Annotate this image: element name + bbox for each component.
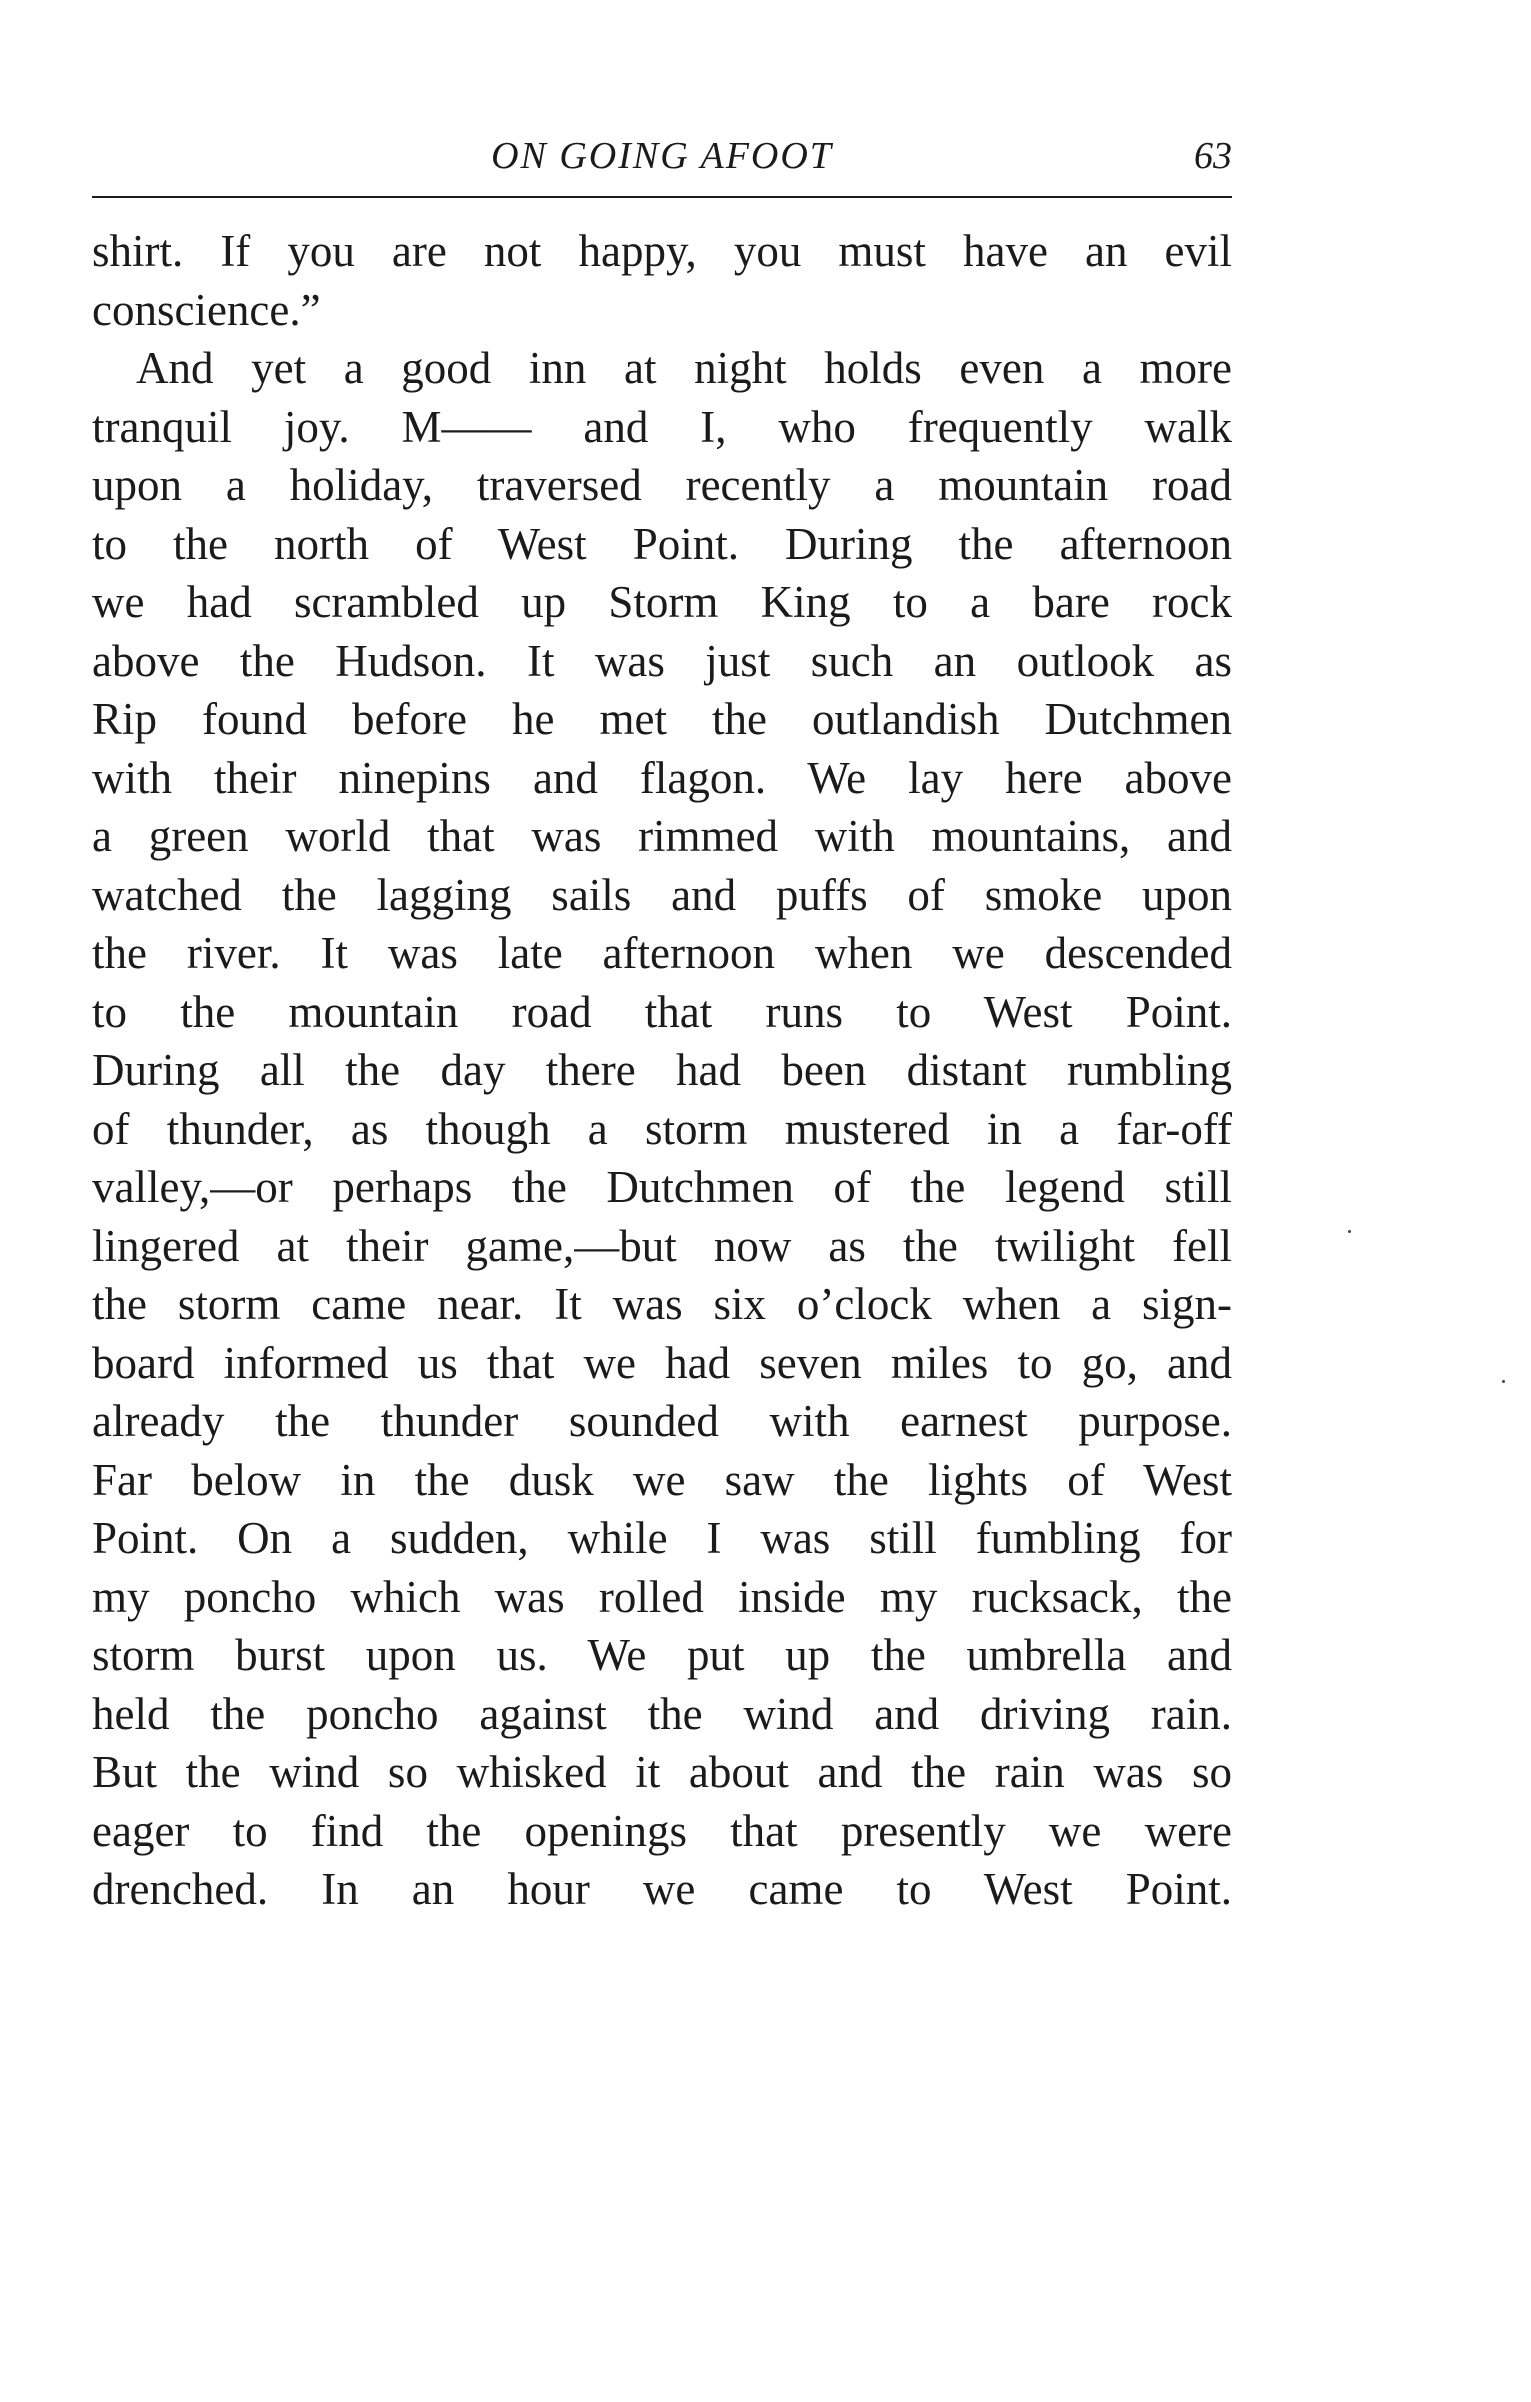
paragraph-start-line: And yet a good inn at night holds even a more [136,343,1232,393]
text-line: eager to find the openings that presently we were [92,1805,1232,1856]
text-line: storm burst upon us. We put up the umbrella and [92,1630,1232,1680]
text-line: valley,—or perhaps the Dutchmen of the legend still [92,1162,1232,1212]
text-line: held the poncho against the wind and driving rain. [92,1688,1232,1739]
text-line: my poncho which was rolled inside my rucksack, the [92,1571,1232,1622]
text-line: shirt. If you are not happy, you must have an evil [92,226,1232,276]
text-line: with their ninepins and flagon. We lay here above [92,752,1232,803]
text-line: lingered at their game,—but now as the twilight fell [92,1220,1232,1271]
running-head [92,128,1232,188]
ink-speck [1502,1380,1505,1383]
text-line: a green world that was rimmed with mountains, and [92,811,1232,861]
text-line: Far below in the dusk we saw the lights of West [92,1454,1232,1505]
text-line: the storm came near. It was six o’clock when a sign- [92,1279,1232,1329]
page-number: 63 [1194,135,1232,177]
text-line: tranquil joy. M—— and I, who frequently walk [92,401,1232,452]
text-line: conscience.” [92,284,321,335]
ink-speck [1348,1230,1351,1233]
text-line: Point. On a sudden, while I was still fumbling for [92,1513,1232,1563]
text-line: the river. It was late afternoon when we descended [92,928,1232,978]
text-line: of thunder, as though a storm mustered in a far-off [92,1103,1232,1154]
header-rule [92,196,1232,198]
running-title: ON GOING AFOOT [491,135,833,177]
text-line: to the north of West Point. During the afternoon [92,518,1232,569]
text-line: watched the lagging sails and puffs of smoke upon [92,869,1232,920]
text-line: But the wind so whisked it about and the rain was so [92,1747,1232,1797]
text-line: board informed us that we had seven miles to go, and [92,1337,1232,1388]
text-line: above the Hudson. It was just such an outlook as [92,635,1232,686]
text-line: drenched. In an hour we came to West Point. [92,1864,1232,1914]
text-line: already the thunder sounded with earnest purpose. [92,1396,1232,1446]
text-line: Rip found before he met the outlandish Dutchmen [92,694,1232,744]
text-line: to the mountain road that runs to West Point. [92,986,1232,1037]
body-text [92,222,1232,1919]
text-line: upon a holiday, traversed recently a mountain road [92,460,1232,510]
text-line: we had scrambled up Storm King to a bare rock [92,577,1232,627]
text-line: During all the day there had been distant rumbling [92,1045,1232,1095]
